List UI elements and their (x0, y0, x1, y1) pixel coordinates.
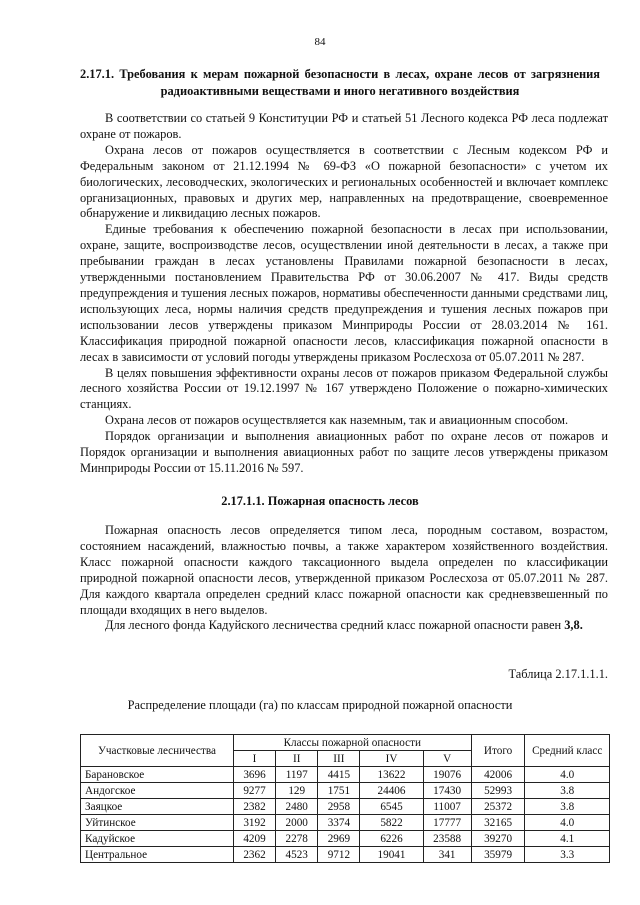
table-caption: Распределение площади (га) по классам природной пожарной опасности (127, 698, 513, 712)
forestry-name: Барановское (81, 767, 234, 783)
class-1-area: 2362 (233, 847, 275, 863)
class-1-area: 2382 (233, 799, 275, 815)
paragraph-summary (80, 618, 608, 634)
table-body (81, 767, 610, 863)
paragraph: Порядок организации и выполнения авиационных работ по охране лесов от пожаров и Порядок организации и выполнения авиационных работ по защите лесов утверждены приказом Минприроды России от 15.11.2016 № 597. (80, 429, 608, 475)
class-2-area: 2480 (276, 799, 318, 815)
paragraph: Охрана лесов от пожаров осуществляется в соответствии с Лесным кодексом РФ и Федеральным законом от 21.12.1994 № 69-ФЗ «О пожарной безопасности» с учетом их биологических, лесоводческих, экологических и региональных особенностей и включает комплекс организационных, правовых и других мер, направленных на предотвращение, своевременное обнаружение и ликвидацию лесных пожаров. (80, 142, 608, 221)
class-1-area: 9277 (233, 783, 275, 799)
class-5-area: 23588 (423, 831, 471, 847)
average-class: 3.8 (525, 799, 610, 815)
class-4-area: 6545 (360, 799, 423, 815)
header-classes: Классы пожарной опасности (233, 735, 471, 751)
total-area: 35979 (471, 847, 525, 863)
class-1-area: 4209 (233, 831, 275, 847)
table-row (81, 783, 610, 799)
class-2-area: 129 (276, 783, 318, 799)
table-row (81, 815, 610, 831)
class-5-area: 19076 (423, 767, 471, 783)
section-body (80, 111, 608, 477)
header-total: Итого (471, 735, 525, 767)
subsection-body (80, 523, 608, 634)
class-2-area: 1197 (276, 767, 318, 783)
header-class-2: II (276, 751, 318, 767)
class-5-area: 341 (423, 847, 471, 863)
class-4-area: 24406 (360, 783, 423, 799)
class-2-area: 2000 (276, 815, 318, 831)
average-class: 3.3 (525, 847, 610, 863)
forestry-name: Центральное (81, 847, 234, 863)
total-area: 42006 (471, 767, 525, 783)
summary-value: 3,8. (564, 618, 583, 633)
paragraph: В целях повышения эффективности охраны лесов от пожаров приказом Федеральной службы лесного хозяйства России от 19.12.1997 № 167 утверждено Положение о пожарно-химических станциях. (80, 365, 608, 412)
paragraph: Пожарная опасность лесов определяется типом леса, породным составом, возрастом, состоянием насаждений, влажностью почвы, а также характером хозяйственного воздействия. Класс пожарной опасности каждого таксационного выдела определен по классификации природной пожарной опасности лесов, утвержденной приказом Рослесхоза от 05.07.2011 № 287. Для каждого квартала определен средний класс пожарной опасности как средневзвешенный по площади входящих в него выделов. (80, 523, 608, 617)
table-row (81, 767, 610, 783)
average-class: 3.8 (525, 783, 610, 799)
class-1-area: 3696 (233, 767, 275, 783)
class-3-area: 9712 (318, 847, 360, 863)
class-5-area: 11007 (423, 799, 471, 815)
class-5-area: 17777 (423, 815, 471, 831)
class-3-area: 4415 (318, 767, 360, 783)
class-2-area: 4523 (276, 847, 318, 863)
class-3-area: 2958 (318, 799, 360, 815)
total-area: 32165 (471, 815, 525, 831)
table-row (81, 799, 610, 815)
total-area: 39270 (471, 831, 525, 847)
fire-class-table (80, 734, 610, 863)
average-class: 4.0 (525, 815, 610, 831)
class-3-area: 1751 (318, 783, 360, 799)
header-class-5: V (423, 751, 471, 767)
paragraph: Охрана лесов от пожаров осуществляется как наземным, так и авиационным способом. (105, 413, 569, 428)
table-row (81, 831, 610, 847)
paragraph: В соответствии со статьей 9 Конституции РФ и статьей 51 Лесного кодекса РФ леса подлежат охране от пожаров. (80, 111, 608, 141)
header-avg: Средний класс (525, 735, 610, 767)
average-class: 4.1 (525, 831, 610, 847)
total-area: 25372 (471, 799, 525, 815)
paragraph: Единые требования к обеспечению пожарной безопасности в лесах при использовании, охране, защите, воспроизводстве лесов, осуществлении иной деятельности в лесах, а также при пребывании граждан в лесах установлены Правилами пожарной безопасности в лесах, утвержденными постановлением Правительства РФ от 30.06.2007 № 417. Виды средств предупреждения и тушения лесных пожаров, нормативы обеспеченности данными средствами лиц, использующих леса, нормы наличия средств предупреждения и тушения лесных пожаров при использовании лесов утверждены приказом Минприроды России от 28.03.2014 № 161. Классификация природной пожарной опасности лесов, классификация пожарной опасности в лесах в зависимости от условий погоды утверждены приказом Рослесхоза от 05.07.2011 № 287. (80, 222, 608, 364)
class-3-area: 3374 (318, 815, 360, 831)
header-forestry: Участковые лесничества (81, 735, 234, 767)
class-5-area: 17430 (423, 783, 471, 799)
class-1-area: 3192 (233, 815, 275, 831)
class-4-area: 6226 (360, 831, 423, 847)
forestry-name: Заяцкое (81, 799, 234, 815)
class-3-area: 2969 (318, 831, 360, 847)
summary-text: Для лесного фонда Кадуйского лесничества средний класс пожарной опасности равен (105, 618, 565, 633)
forestry-name: Уйтинское (81, 815, 234, 831)
table-row (81, 847, 610, 863)
subsection-title: 2.17.1.1. Пожарная опасность лесов (221, 494, 419, 508)
header-class-4: IV (360, 751, 423, 767)
average-class: 4.0 (525, 767, 610, 783)
header-class-1: I (233, 751, 275, 767)
class-4-area: 13622 (360, 767, 423, 783)
class-4-area: 19041 (360, 847, 423, 863)
header-class-3: III (318, 751, 360, 767)
forestry-name: Кадуйское (81, 831, 234, 847)
class-4-area: 5822 (360, 815, 423, 831)
section-title: 2.17.1. Требования к мерам пожарной безопасности в лесах, охране лесов от загрязнения радиоактивными веществами и иного негативного воздействия (80, 67, 600, 98)
class-2-area: 2278 (276, 831, 318, 847)
forestry-name: Андогское (81, 783, 234, 799)
table-number: Таблица 2.17.1.1.1. (508, 667, 608, 681)
total-area: 52993 (471, 783, 525, 799)
page-number: 84 (314, 36, 326, 48)
